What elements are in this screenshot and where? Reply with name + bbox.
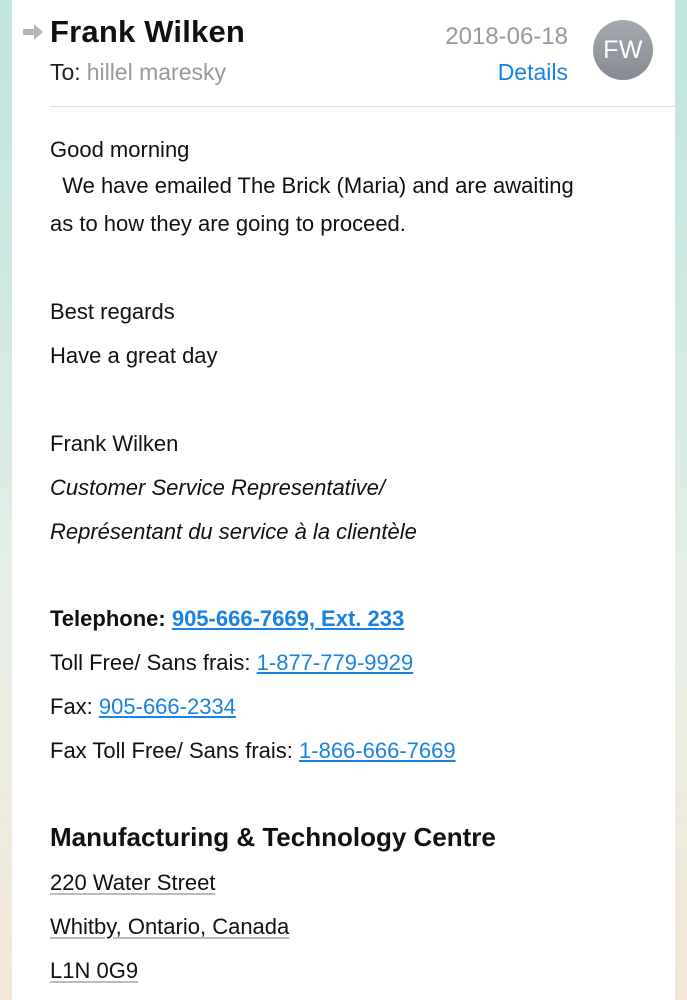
recipient-row (50, 59, 226, 86)
sender-name[interactable]: Frank Wilken (50, 14, 246, 49)
tollfree-label: Toll Free/ Sans frais: (50, 650, 257, 675)
signature-title-fr: Représentant du service à la clientèle (50, 519, 417, 544)
signature-title-en: Customer Service Representative/ (50, 475, 386, 500)
closing-line-1: Best regards (50, 299, 175, 324)
tollfree-link[interactable]: 1-877-779-9929 (256, 650, 414, 675)
to-label: To: (50, 59, 81, 85)
sender-avatar[interactable]: FW (593, 20, 653, 80)
fax-tollfree-row (50, 738, 456, 764)
email-date: 2018-06-18 (445, 23, 568, 50)
address-postal[interactable]: L1N 0G9 (50, 958, 139, 983)
telephone-row (50, 606, 404, 632)
fax-tollfree-label: Fax Toll Free/ Sans frais: (50, 738, 300, 763)
address-city[interactable]: Whitby, Ontario, Canada (50, 914, 290, 939)
email-header (12, 0, 675, 107)
tollfree-row (50, 650, 413, 676)
body-line-1: We have emailed The Brick (Maria) and are awaiting (50, 173, 574, 198)
closing-line-2: Have a great day (50, 343, 218, 368)
body-line-2: as to how they are going to proceed. (50, 211, 406, 236)
telephone-label: Telephone: (50, 606, 172, 631)
forward-arrow-icon (22, 22, 44, 42)
details-link[interactable]: Details (497, 59, 568, 85)
fax-row (50, 694, 236, 720)
header-divider (50, 106, 675, 107)
signature-name: Frank Wilken (50, 431, 179, 456)
greeting-text: Good morning (50, 137, 190, 162)
recipient-name[interactable]: hillel maresky (86, 59, 227, 85)
email-card (12, 0, 675, 1000)
fax-tollfree-link[interactable]: 1-866-666-7669 (299, 738, 456, 763)
telephone-link[interactable]: 905-666-7669, Ext. 233 (171, 606, 405, 631)
address-street[interactable]: 220 Water Street (50, 870, 216, 895)
fax-link[interactable]: 905-666-2334 (98, 694, 236, 719)
organization-name: Manufacturing & Technology Centre (50, 822, 496, 852)
fax-label: Fax: (50, 694, 99, 719)
